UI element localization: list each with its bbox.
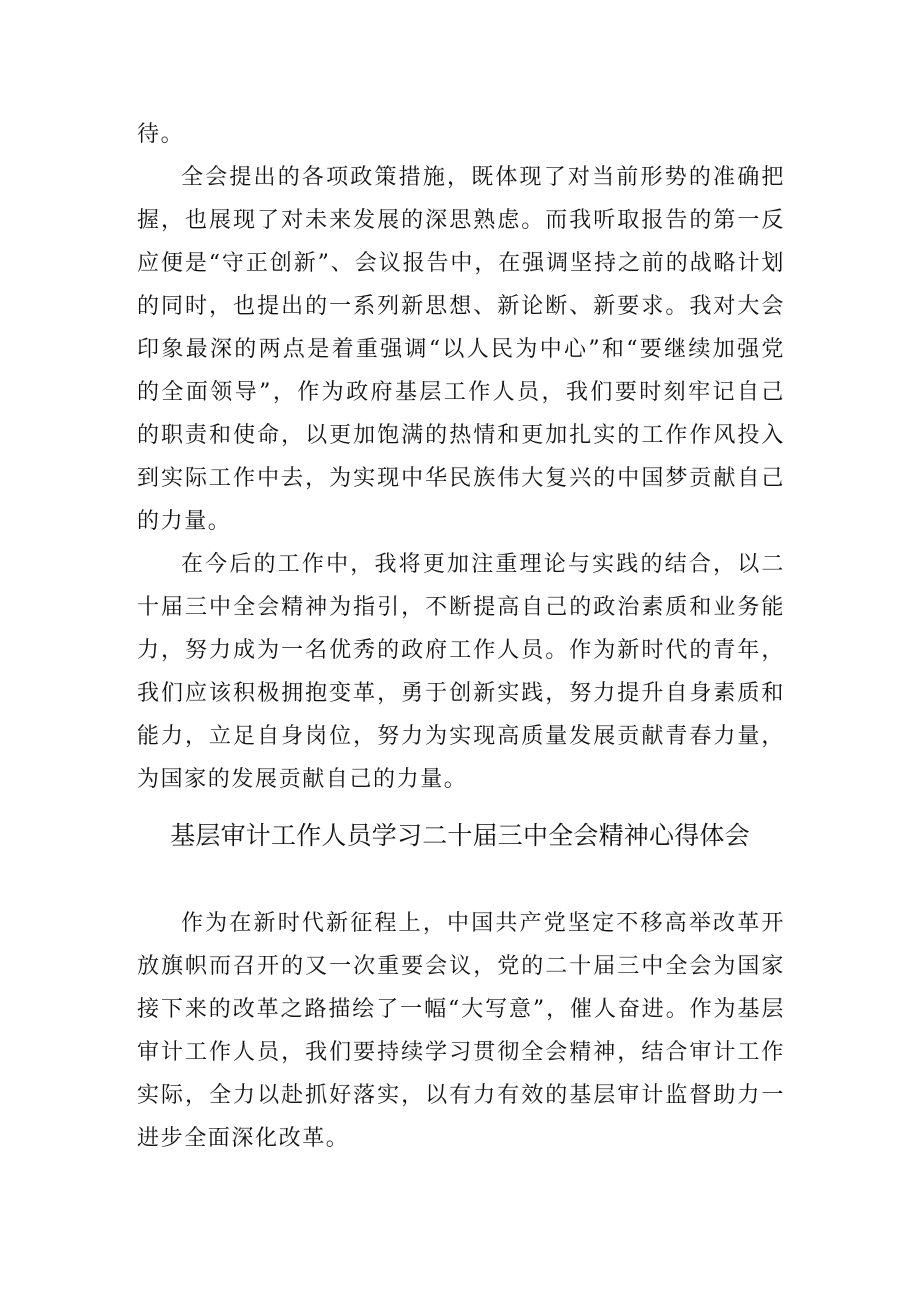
article-title: 基层审计工作人员学习二十届三中全会精神心得体会 [170,821,750,850]
paragraph: 作为在新时代新征程上，中国共产党坚定不移高举改革开放旗帜而召开的又一次重要会议，党的二十届三中全会为国家接下来的改革之路描绘了一幅“大写意”，催人奋进。作为基层审计工作人员，我们要持续学习贯彻全会精神，结合审计工作实际，全力以赴抓好落实，以有力有效的基层审计监督助力一进步全面深化改革。 [137,911,785,1151]
paragraph-continuation: 待。 [137,122,185,147]
paragraph: 在今后的工作中，我将更加注重理论与实践的结合，以二十届三中全会精神为指引，不断提高自己的政治素质和业务能力，努力成为一名优秀的政府工作人员。作为新时代的青年，我们应该积极拥抱变革，勇于创新实践，努力提升自身素质和能力，立足自身岗位，努力为实现高质量发展贡献青春力量，为国家的发展贡献自己的力量。 [137,552,785,792]
paragraph: 全会提出的各项政策措施，既体现了对当前形势的准确把握，也展现了对未来发展的深思熟虑。而我听取报告的第一反应便是“守正创新”、会议报告中，在强调坚持之前的战略计划的同时，也提出的一系列新思想、新论断、新要求。我对大会印象最深的两点是着重强调“以人民为中心”和“要继续加强党的全面领导”，作为政府基层工作人员，我们要时刻牢记自己的职责和使命，以更加饱满的热情和更加扎实的工作作风投入到实际工作中去，为实现中华民族伟大复兴的中国梦贡献自己的力量。 [137,165,785,534]
article-body [137,902,785,1160]
previous-article-body [137,113,785,801]
